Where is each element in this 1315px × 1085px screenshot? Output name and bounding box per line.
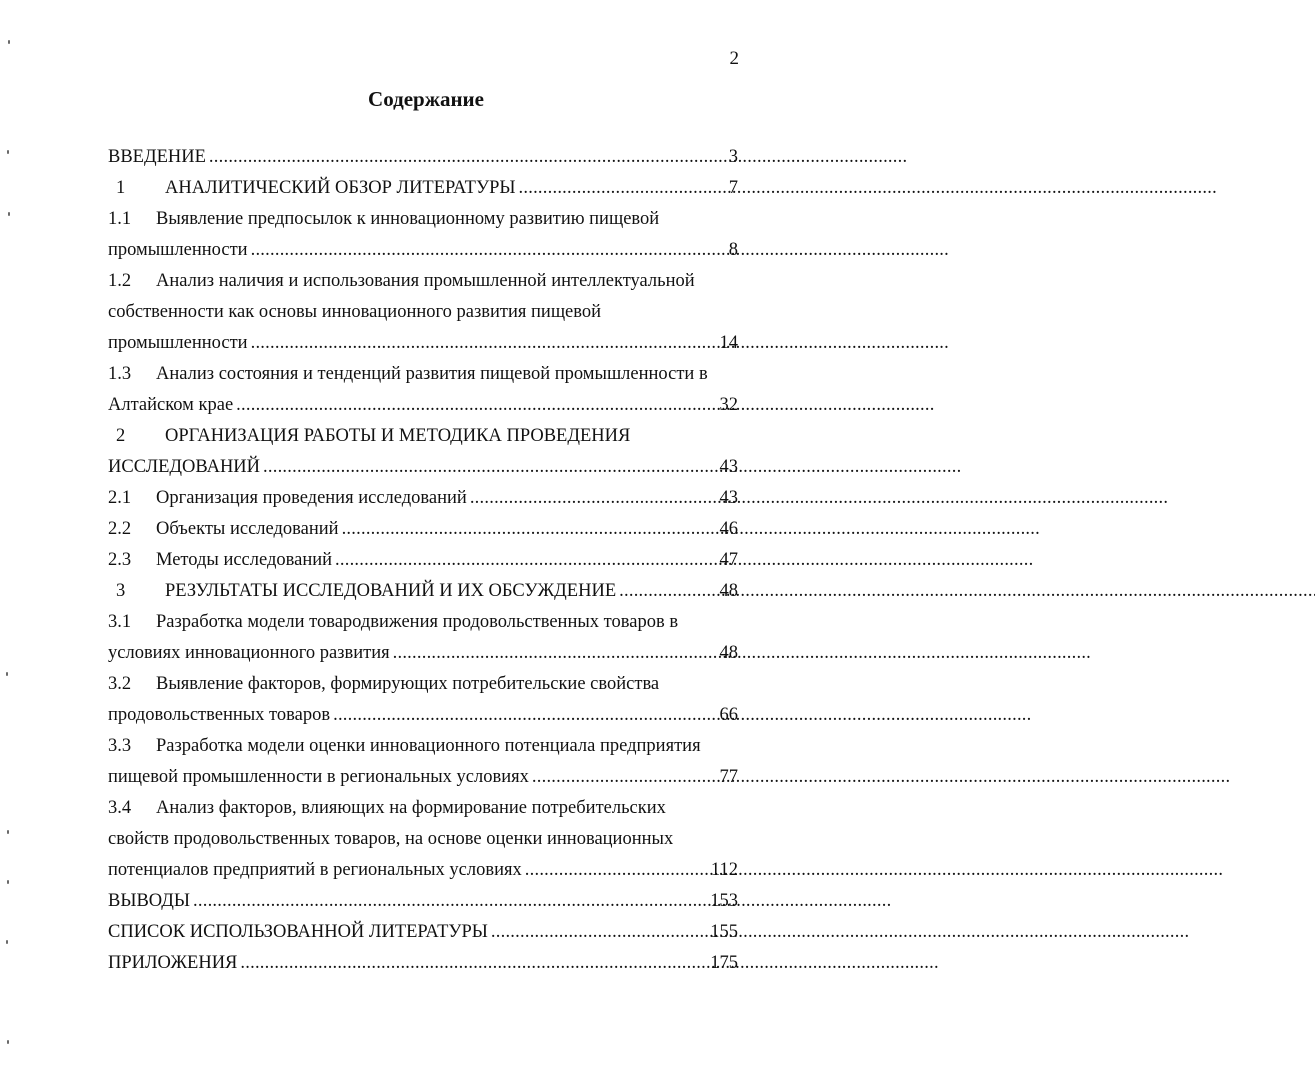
toc-entry-text: промышленности [108, 333, 248, 353]
toc-entry-text: Анализ факторов, влияющих на формирование потребительских [156, 798, 666, 818]
toc-page-number: 66 [719, 705, 738, 725]
toc-entry-number: 2.2 [108, 519, 132, 539]
scan-artifact [7, 830, 9, 834]
toc-entry-number: 3 [116, 581, 126, 601]
toc-entry-line [108, 638, 738, 669]
scan-artifact [7, 880, 9, 884]
toc-entry-text: Выявление предпосылок к инновационному развитию пищевой [156, 209, 660, 229]
toc-leader-dots [491, 917, 707, 948]
toc-leader-dots [532, 762, 717, 793]
toc-leader-dots [263, 452, 716, 483]
toc-entry-text: ВЫВОДЫ [108, 891, 191, 911]
toc-entry-number: 2.1 [108, 488, 132, 508]
toc-entry-line [108, 824, 738, 855]
toc-entry-number: 2.3 [108, 550, 132, 570]
toc-entry-text: Объекты исследований [156, 519, 339, 539]
toc-entry-number: 1 [116, 178, 126, 198]
toc-entry-text: собственности как основы инновационного развития пищевой [108, 302, 602, 322]
toc-entry-text: ОРГАНИЗАЦИЯ РАБОТЫ И МЕТОДИКА ПРОВЕДЕНИЯ [165, 426, 631, 446]
toc-page-number: 48 [719, 643, 738, 663]
toc-entry-line [108, 266, 738, 297]
toc-entry-line [108, 793, 738, 824]
toc-leader-dots [525, 855, 708, 886]
toc-page-number: 153 [710, 891, 738, 911]
toc-page-number: 155 [710, 922, 738, 942]
toc-page-number: 77 [719, 767, 738, 787]
toc-entry-text: РЕЗУЛЬТАТЫ ИССЛЕДОВАНИЙ И ИХ ОБСУЖДЕНИЕ [165, 581, 617, 601]
toc-entry-line [108, 235, 738, 266]
toc-entry-line [108, 607, 738, 638]
toc-entry-line [108, 204, 738, 235]
toc-page-number: 47 [719, 550, 738, 570]
toc-entry-text: условиях инновационного развития [108, 643, 390, 663]
toc-entry-line [108, 762, 738, 793]
toc-page-number: 14 [719, 333, 738, 353]
toc-page-number: 46 [719, 519, 738, 539]
toc-entry-text: ПРИЛОЖЕНИЯ [108, 953, 238, 973]
toc-entry-line [108, 359, 738, 390]
toc-entry-text: Разработка модели оценки инновационного потенциала предприятия [156, 736, 701, 756]
toc-entry-number: 3.1 [108, 612, 132, 632]
toc-leader-dots [209, 142, 726, 173]
toc-entry-text: промышленности [108, 240, 248, 260]
toc-entry-line [108, 452, 738, 483]
toc-entry-line [108, 545, 738, 576]
toc-entry-text: Методы исследований [156, 550, 333, 570]
toc-entry-line [108, 483, 738, 514]
toc-leader-dots [333, 700, 716, 731]
toc-entry-line [108, 173, 738, 204]
toc-page-number: 175 [710, 953, 738, 973]
toc-entry-number: 1.3 [108, 364, 132, 384]
scan-artifact [8, 212, 10, 216]
toc-page-number: 43 [719, 488, 738, 508]
toc-leader-dots [251, 328, 717, 359]
toc-entry-line [108, 669, 738, 700]
toc-title: Содержание [368, 87, 484, 111]
page-number: 2 [729, 48, 739, 69]
toc-page-number: 112 [710, 860, 738, 880]
toc-entry-line [108, 514, 738, 545]
toc-entry-text: Анализ наличия и использования промышленной интеллектуальной [156, 271, 695, 291]
toc-leader-dots [193, 886, 707, 917]
toc-entry-text: АНАЛИТИЧЕСКИЙ ОБЗОР ЛИТЕРАТУРЫ [165, 178, 516, 198]
toc-leader-dots [335, 545, 716, 576]
toc-leader-dots [240, 948, 707, 979]
toc-entry-line [108, 886, 738, 917]
toc-page-number: 32 [719, 395, 738, 415]
toc-entry-text: Алтайском крае [108, 395, 234, 415]
toc-entry-text: Выявление факторов, формирующих потребительские свойства [156, 674, 660, 694]
toc-entry-text: продовольственных товаров [108, 705, 331, 725]
toc-entry-line [108, 731, 738, 762]
toc-leader-dots [619, 576, 716, 607]
toc-page-number: 48 [719, 581, 738, 601]
toc-leader-dots [251, 235, 726, 266]
toc-leader-dots [342, 514, 717, 545]
toc-leader-dots [236, 390, 716, 421]
toc-entry-number: 1.1 [108, 209, 132, 229]
toc-entry-line [108, 297, 738, 328]
scan-artifact [7, 1040, 9, 1044]
toc-entry-number: 2 [116, 426, 126, 446]
toc-entry-text: Разработка модели товародвижения продовольственных товаров в [156, 612, 679, 632]
toc-entry-text: СПИСОК ИСПОЛЬЗОВАННОЙ ЛИТЕРАТУРЫ [108, 922, 488, 942]
toc-entry-text: ИССЛЕДОВАНИЙ [108, 457, 261, 477]
toc-entry-line [108, 390, 738, 421]
toc-entry-text: Организация проведения исследований [156, 488, 467, 508]
toc-entry-line [108, 855, 738, 886]
toc-entry-line [108, 700, 738, 731]
toc-page-number: 7 [728, 178, 738, 198]
toc-entry-text: Анализ состояния и тенденций развития пищевой промышленности в [156, 364, 708, 384]
toc-entry-line [108, 576, 738, 607]
toc-entry-text: ВВЕДЕНИЕ [108, 147, 206, 167]
toc-entry-number: 3.4 [108, 798, 132, 818]
toc-entry-number: 1.2 [108, 271, 132, 291]
toc-entry-text: пищевой промышленности в региональных условиях [108, 767, 529, 787]
toc-entry-line [108, 917, 738, 948]
toc-page-number: 43 [719, 457, 738, 477]
toc-page-number: 8 [728, 240, 738, 260]
toc-entry-text: потенциалов предприятий в региональных условиях [108, 860, 522, 880]
toc-entry-number: 3.3 [108, 736, 132, 756]
toc-entry-text: свойств продовольственных товаров, на основе оценки инновационных [108, 829, 674, 849]
toc-leader-dots [519, 173, 726, 204]
scan-artifact [7, 150, 9, 154]
toc-leader-dots [470, 483, 717, 514]
toc-entry-line [108, 142, 738, 173]
toc-entry-number: 3.2 [108, 674, 132, 694]
toc-entry-line [108, 421, 738, 452]
scan-artifact [6, 940, 8, 944]
toc-leader-dots [393, 638, 717, 669]
toc-entry-line [108, 328, 738, 359]
scan-artifact [8, 40, 10, 44]
scan-artifact [6, 672, 8, 676]
table-of-contents [108, 142, 738, 979]
toc-entry-line [108, 948, 738, 979]
toc-page-number: 3 [728, 147, 738, 167]
